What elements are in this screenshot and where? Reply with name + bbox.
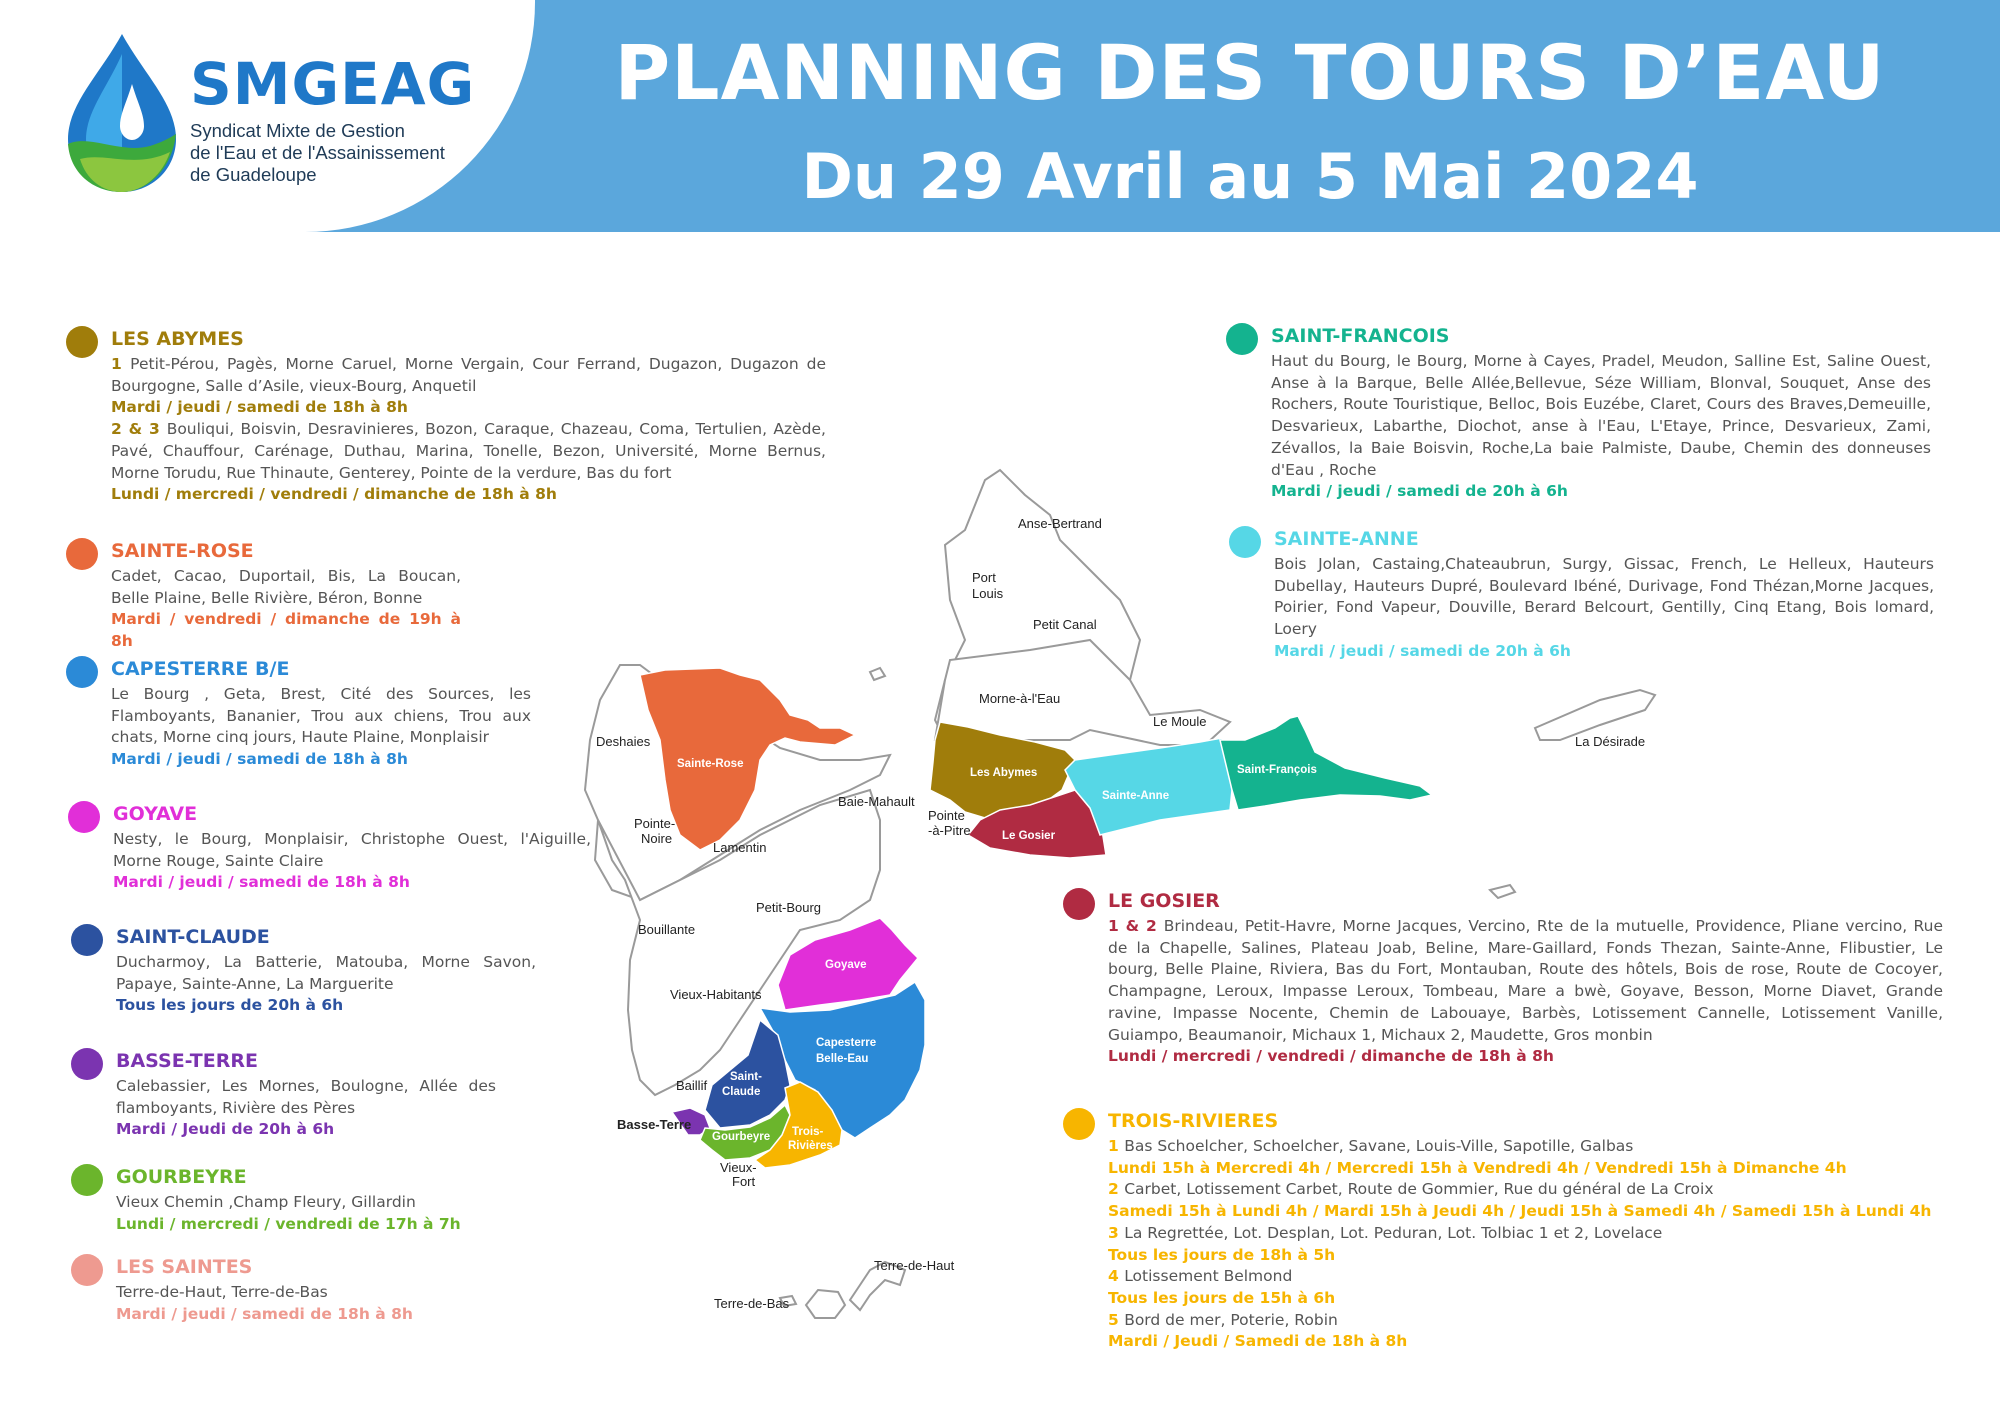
page-subtitle: Du 29 Avril au 5 Mai 2024	[801, 140, 1699, 213]
commune-name: LES SAINTES	[116, 1256, 253, 1278]
commune-name: TROIS-RIVIERES	[1108, 1110, 1279, 1132]
sector-number: 1 & 2	[1108, 917, 1164, 935]
schedule-text: Tous les jours de 20h à 6h	[116, 996, 344, 1015]
neighborhood-text: Bas Schoelcher, Schoelcher, Savane, Louis-Ville, Sapotille, Galbas	[1124, 1137, 1634, 1155]
region-label-saint-claude-1: Saint-	[730, 1071, 762, 1083]
sainte-anne-dot-icon	[1229, 526, 1261, 558]
label-morne-a-leau: Morne-à-l'Eau	[979, 691, 1061, 706]
commune-name: CAPESTERRE B/E	[111, 658, 290, 680]
neighborhood-list	[111, 419, 826, 484]
label-vieux-habitants: Vieux-Habitants	[670, 987, 762, 1002]
sector-number: 5	[1108, 1310, 1125, 1329]
label-vieux: Vieux-	[720, 1160, 757, 1175]
neighborhood-list	[116, 1076, 496, 1119]
sector-number: 2 & 3	[111, 420, 167, 439]
schedule-text: Lundi / mercredi / vendredi de 17h à 7h	[116, 1214, 461, 1233]
label-terre-de-bas: Terre-de-Bas	[714, 1296, 790, 1311]
les-saintes-dot-icon	[71, 1254, 103, 1286]
label-pointe-noire-2: Noire	[641, 831, 673, 846]
neighborhood-text: Vieux Chemin ,Champ Fleury, Gillardin	[116, 1193, 416, 1211]
neighborhood-text: Haut du Bourg, le Bourg, Morne à Cayes, Pradel, Meudon, Salline Est, Saline Ouest, Anse à la Barque, Belle Allée,Bellevue, Séze William, Blonval, Souquet, Anse des Rochers, Route Touristique, Belloc, Bois Euzébe, Claret, Cours des Braves,Demeuille, Desvarieux, Labarthe, Diochot, anse à l'Eau, L'Etaye, Prince, Desvarieux, Zami, Zévallos, la Baie Boisvin, Roche,La baie Palmiste, Daube, Chemin des donneuses d'Eau , Roche	[1271, 352, 1931, 479]
schedule-text: Mardi / Jeudi de 20h à 6h	[116, 1120, 335, 1139]
label-petit-bourg: Petit-Bourg	[756, 900, 822, 915]
schedule-text: Mardi / jeudi / samedi de 18h à 8h	[116, 1304, 413, 1323]
schedule-text: Lundi / mercredi / vendredi / dimanche de 18h à 8h	[1108, 1047, 1554, 1066]
le-gosier-dot-icon	[1063, 888, 1095, 920]
neighborhood-list	[1108, 1223, 1943, 1245]
commune-name: SAINT-FRANCOIS	[1271, 325, 1450, 347]
neighborhood-text: Terre-de-Haut, Terre-de-Bas	[116, 1283, 328, 1301]
sector-number: 1	[111, 355, 131, 373]
saint-claude-dot-icon	[71, 924, 103, 956]
schedule-text: Mardi / jeudi / samedi de 20h à 6h	[1271, 482, 1568, 501]
region-label-capesterre-2: Belle-Eau	[816, 1053, 869, 1065]
label-anse-bertrand: Anse-Bertrand	[1018, 516, 1102, 531]
sector-number: 3	[1108, 1223, 1125, 1242]
commune-name: SAINTE-ANNE	[1274, 528, 1419, 550]
region-label-trois-rivieres-2: Rivières	[788, 1140, 833, 1152]
region-label-le-gosier: Le Gosier	[1002, 830, 1056, 842]
neighborhood-list	[111, 566, 461, 609]
label-basse-terre: Basse-Terre	[617, 1117, 692, 1132]
neighborhood-text: La Regrettée, Lot. Desplan, Lot. Peduran, Lot. Tolbiac 1 et 2, Lovelace	[1124, 1223, 1663, 1242]
logo-name: SMGEAG	[190, 50, 476, 118]
neighborhood-list	[111, 684, 531, 749]
label-a-pitre: -à-Pitre	[928, 823, 971, 838]
petite-terre	[1490, 885, 1515, 898]
commune-name: GOURBEYRE	[116, 1166, 247, 1188]
label-la-desirade: La Désirade	[1575, 734, 1646, 749]
sainte-rose-dot-icon	[66, 538, 98, 570]
region-label-sainte-rose: Sainte-Rose	[677, 758, 744, 770]
commune-name: LES ABYMES	[111, 328, 244, 350]
schedule-text: Mardi / jeudi / samedi de 18h à 8h	[111, 750, 408, 769]
capesterre-dot-icon	[66, 656, 98, 688]
neighborhood-list	[116, 1282, 496, 1304]
neighborhood-text: Carbet, Lotissement Carbet, Route de Gommier, Rue du général de La Croix	[1124, 1180, 1714, 1199]
schedule-text: Mardi / jeudi / samedi de 18h à 8h	[111, 398, 408, 417]
region-label-saint-francois: Saint-François	[1237, 764, 1317, 776]
label-baillif: Baillif	[676, 1078, 708, 1093]
region-label-saint-claude-2: Claude	[722, 1086, 761, 1098]
gourbeyre-dot-icon	[71, 1164, 103, 1196]
neighborhood-text: Cadet, Cacao, Duportail, Bis, La Boucan, Belle Plaine, Belle Rivière, Béron, Bonne	[111, 567, 461, 607]
neighborhood-list	[111, 354, 826, 397]
schedule-text: Lundi 15h à Mercredi 4h / Mercredi 15h à Vendredi 4h / Vendredi 15h à Dimanche 4h	[1108, 1158, 1847, 1177]
neighborhood-text: Calebassier, Les Mornes, Boulogne, Allée des flamboyants, Rivière des Pères	[116, 1077, 496, 1117]
neighborhood-list	[1271, 351, 1931, 481]
neighborhood-list	[116, 1192, 496, 1214]
trois-rivieres-dot-icon	[1063, 1108, 1095, 1140]
neighborhood-text: Lotissement Belmond	[1124, 1267, 1293, 1286]
neighborhood-text: Ducharmoy, La Batterie, Matouba, Morne Savon, Papaye, Sainte-Anne, La Marguerite	[116, 953, 536, 993]
neighborhood-list	[116, 952, 536, 995]
label-pointe: Pointe	[928, 808, 965, 823]
commune-name: SAINT-CLAUDE	[116, 926, 270, 948]
schedule-text: Tous les jours de 15h à 6h	[1108, 1288, 1336, 1307]
neighborhood-text: Le Bourg , Geta, Brest, Cité des Sources, les Flamboyants, Bananier, Trou aux chiens, Trou aux chats, Morne cinq jours, Haute Plaine, Monplaisir	[111, 685, 531, 747]
label-petit-canal: Petit Canal	[1033, 617, 1097, 632]
region-label-capesterre-1: Capesterre	[816, 1037, 877, 1049]
schedule-text: Lundi / mercredi / vendredi / dimanche de 18h à 8h	[111, 485, 557, 504]
les-abymes-dot-icon	[66, 326, 98, 358]
commune-name: SAINTE-ROSE	[111, 540, 254, 562]
neighborhood-list	[1274, 554, 1934, 641]
sector-number: 2	[1108, 1180, 1125, 1199]
schedule-text: Mardi / Jeudi / Samedi de 18h à 8h	[1108, 1332, 1408, 1351]
region-label-gourbeyre: Gourbeyre	[712, 1131, 771, 1143]
region-label-trois-rivieres-1: Trois-	[792, 1126, 824, 1138]
region-saint-francois	[1220, 716, 1432, 810]
saint-francois-dot-icon	[1226, 323, 1258, 355]
small-islet-2	[870, 668, 885, 680]
basse-terre-dot-icon	[71, 1048, 103, 1080]
schedule-text: Samedi 15h à Lundi 4h / Mardi 15h à Jeudi 4h / Jeudi 15h à Samedi 4h / Samedi 15h à Lundi 4h	[1108, 1202, 1932, 1221]
neighborhood-list	[1108, 1310, 1943, 1332]
schedule-text: Mardi / jeudi / samedi de 18h à 8h	[113, 873, 410, 892]
commune-name: BASSE-TERRE	[116, 1050, 258, 1072]
terre-de-bas-island	[806, 1290, 845, 1318]
neighborhood-list	[1108, 1179, 1943, 1201]
label-louis: Louis	[972, 586, 1004, 601]
neighborhood-list	[1108, 1136, 1943, 1158]
label-fort: Fort	[732, 1174, 756, 1189]
schedule-text: Tous les jours de 18h à 5h	[1108, 1245, 1336, 1264]
page-title: PLANNING DES TOURS D’EAU	[614, 28, 1886, 117]
neighborhood-text: Bord de mer, Poterie, Robin	[1124, 1310, 1338, 1329]
neighborhood-text: Nesty, le Bourg, Monplaisir, Christophe Ouest, l'Aiguille, Morne Rouge, Sainte Claire	[113, 830, 591, 870]
neighborhood-list	[113, 829, 591, 872]
commune-name: GOYAVE	[113, 803, 198, 825]
label-le-moule: Le Moule	[1153, 714, 1207, 729]
region-label-les-abymes: Les Abymes	[970, 767, 1038, 779]
label-deshaies: Deshaies	[596, 734, 651, 749]
la-desirade	[1535, 690, 1655, 740]
schedule-text: Mardi / vendredi / dimanche de 19h à 8h	[111, 610, 461, 651]
neighborhood-list	[1108, 1266, 1943, 1288]
neighborhood-text: Brindeau, Petit-Havre, Morne Jacques, Vercino, Rte de la mutuelle, Providence, Pliane vercino, Rue de la Chapelle, Salines, Plateau Joab, Beline, Mare-Gaillard, Fonds Thezan, Sainte-Anne, Flibustier, Le bourg, Belle Plaine, Riviera, Bas du Fort, Montauban, Route des hôtels, Bois de rose, Route de Cocoyer, Champagne, Leroux, Impasse Leroux, Tombeau, Mare a bwè, Goyave, Besson, Morne Diavet, Grande ravine, Impasse Nocente, Chemin de Labouaye, Barbès, Lotissement Cannelle, Lotissement Vanille, Guiampo, Beaumanoir, Michaux 1, Michaux 2, Maudette, Gros monbin	[1108, 917, 1943, 1044]
sector-number: 4	[1108, 1267, 1125, 1286]
label-port: Port	[972, 570, 996, 585]
neighborhood-text: Bois Jolan, Castaing,Chateaubrun, Surgy, Gissac, French, Le Helleux, Hauteurs Dubellay, Hauteurs Dupré, Boulevard Ibéné, Durivage, Fond Thézan,Morne Jacques, Poirier, Fond Vapeur, Douville, Berard Belcourt, Gentilly, Cinq Etang, Bois lomard, Loery	[1274, 555, 1934, 639]
region-label-sainte-anne: Sainte-Anne	[1102, 790, 1170, 802]
label-lamentin: Lamentin	[713, 840, 767, 855]
sector-number: 1	[1108, 1137, 1125, 1155]
label-baie-mahault: Baie-Mahault	[838, 794, 915, 809]
neighborhood-text: Petit-Pérou, Pagès, Morne Caruel, Morne Vergain, Cour Ferrand, Dugazon, Dugazon de Bourgogne, Salle d’Asile, vieux-Bourg, Anquetil	[111, 355, 826, 395]
label-terre-de-haut: Terre-de-Haut	[874, 1258, 955, 1273]
label-bouillante: Bouillante	[638, 922, 696, 937]
region-label-goyave: Goyave	[825, 959, 867, 971]
neighborhood-text: Bouliqui, Boisvin, Desravinieres, Bozon, Caraque, Chazeau, Coma, Tertulien, Azède, Pavé, Chauffour, Carénage, Duthau, Marina, Tonelle, Bezon, Université, Morne Bernus, Morne Torudu, Rue Thinaute, Genterey, Pointe de la verdure, Bas du fort	[111, 420, 826, 482]
neighborhood-list	[1108, 916, 1943, 1046]
label-pointe-noire-1: Pointe-	[634, 816, 676, 831]
logo-tagline: Syndicat Mixte de Gestion de l'Eau et de l'Assainissement de Guadeloupe	[190, 120, 445, 185]
goyave-dot-icon	[68, 801, 100, 833]
commune-name: LE GOSIER	[1108, 890, 1220, 912]
schedule-text: Mardi / jeudi / samedi de 20h à 6h	[1274, 641, 1571, 660]
